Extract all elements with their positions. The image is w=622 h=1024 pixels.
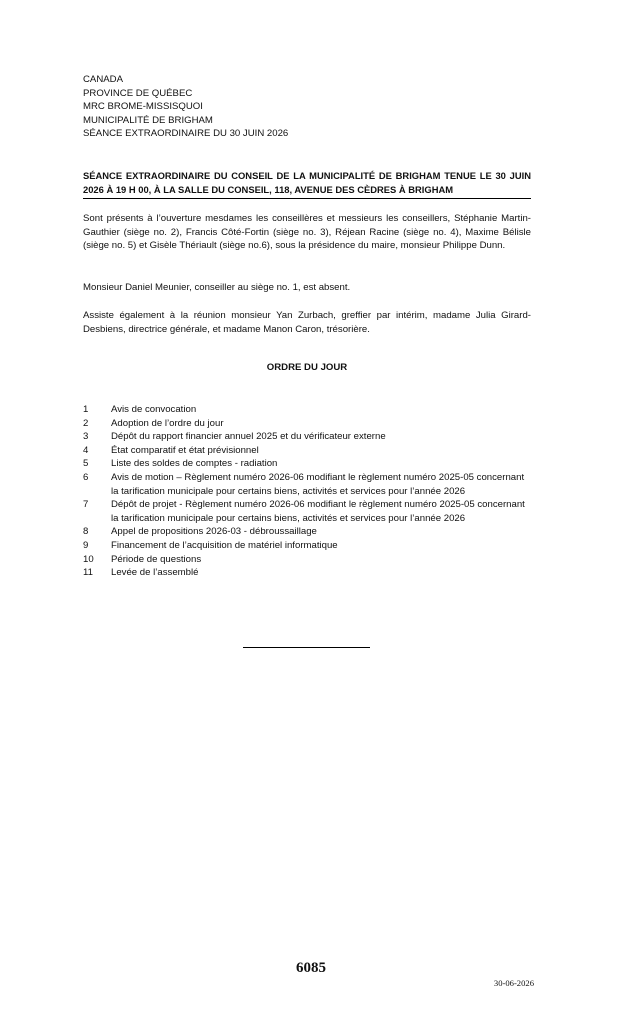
agenda-item [83, 498, 531, 525]
agenda-item-text: Avis de convocation [111, 404, 197, 415]
agenda-item-number: 6 [83, 471, 89, 483]
header-line-mrc: MRC BROME-MISSISQUOI [83, 101, 203, 113]
agenda-item [83, 457, 531, 471]
agenda-item-number: 3 [83, 431, 89, 443]
agenda-item [83, 553, 531, 567]
agenda-item-text: État comparatif et état prévisionnel [111, 444, 259, 456]
agenda-item-text: Période de questions [111, 553, 202, 565]
agenda-item-text: Dépôt de projet - Règlement numéro 2026-06 modifiant le règlement numéro 2025-05 concernant la tarification municipale pour certains biens, activités et services pour l’année 2026 [111, 499, 525, 524]
header-line-municipality: MUNICIPALITÉ DE BRIGHAM [83, 114, 213, 126]
agenda-item [83, 444, 531, 458]
agenda-item [83, 471, 531, 498]
agenda-item [83, 403, 531, 417]
agenda-item-text: Levée de l’assemblé [111, 567, 199, 579]
agenda-item [83, 566, 531, 580]
agenda-item-text: Avis de motion – Règlement numéro 2026-06 modifiant le règlement numéro 2025-05 concernant la tarification municipale pour certains biens, activités et services pour l’année 2026 [111, 471, 525, 497]
agenda-item-number: 10 [83, 553, 94, 565]
agenda-item-text: Liste des soldes de comptes - radiation [111, 458, 278, 470]
agenda-list [83, 403, 531, 580]
jurisdiction-header [83, 73, 288, 141]
signature-line [243, 647, 370, 648]
agenda-item [83, 525, 531, 539]
page-number: 6085 [296, 960, 326, 976]
footer-date: 30-06-2026 [493, 978, 534, 988]
agenda-item-number: 9 [83, 539, 89, 551]
agenda-item-number: 2 [83, 417, 89, 429]
agenda-item [83, 417, 531, 431]
header-line-country: CANADA [83, 74, 123, 85]
agenda-item-number: 7 [83, 499, 89, 511]
header-line-session: SÉANCE EXTRAORDINAIRE DU 30 JUIN 2026 [83, 128, 289, 140]
agenda-item-number: 8 [83, 526, 89, 538]
assist-paragraph: Assiste également à la réunion monsieur Yan Zurbach, greffier par intérim, madame Julia Girard-Desbiens, directrice générale, et madame Manon Caron, trésorière. [83, 310, 531, 335]
agenda-title: ORDRE DU JOUR [266, 362, 348, 373]
agenda-item [83, 430, 531, 444]
meeting-title: SÉANCE EXTRAORDINAIRE DU CONSEIL DE LA MUNICIPALITÉ DE BRIGHAM TENUE LE 30 JUIN 2026 À 19 H 00, À LA SALLE DU CONSEIL, 118, AVENUE DES CÈDRES À BRIGHAM [83, 169, 531, 199]
agenda-item-number: 1 [83, 404, 89, 415]
agenda-item [83, 539, 531, 553]
absent-paragraph: Monsieur Daniel Meunier, conseiller au siège no. 1, est absent. [83, 282, 351, 293]
agenda-item-text: Adoption de l’ordre du jour [111, 417, 224, 429]
agenda-item-text: Financement de l’acquisition de matériel informatique [111, 539, 338, 551]
agenda-item-text: Dépôt du rapport financier annuel 2025 et du vérificateur externe [111, 431, 386, 443]
agenda-item-text: Appel de propositions 2026-03 - débroussaillage [111, 526, 317, 538]
agenda-item-number: 5 [83, 458, 89, 470]
agenda-item-number: 11 [83, 567, 93, 579]
agenda-item-number: 4 [83, 444, 89, 456]
presence-paragraph: Sont présents à l’ouverture mesdames les conseillères et messieurs les conseillers, Stéphanie Martin-Gauthier (siège no. 2), Francis Côté-Fortin (siège no. 3), Réjean Racine (siège no. 4), Maxime Bélisle (siège no. 5) et Gisèle Thériault (siège no.6), sous la présidence du maire, monsieur Philippe Dunn. [83, 213, 531, 252]
header-line-province: PROVINCE DE QUÉBEC [83, 87, 193, 99]
